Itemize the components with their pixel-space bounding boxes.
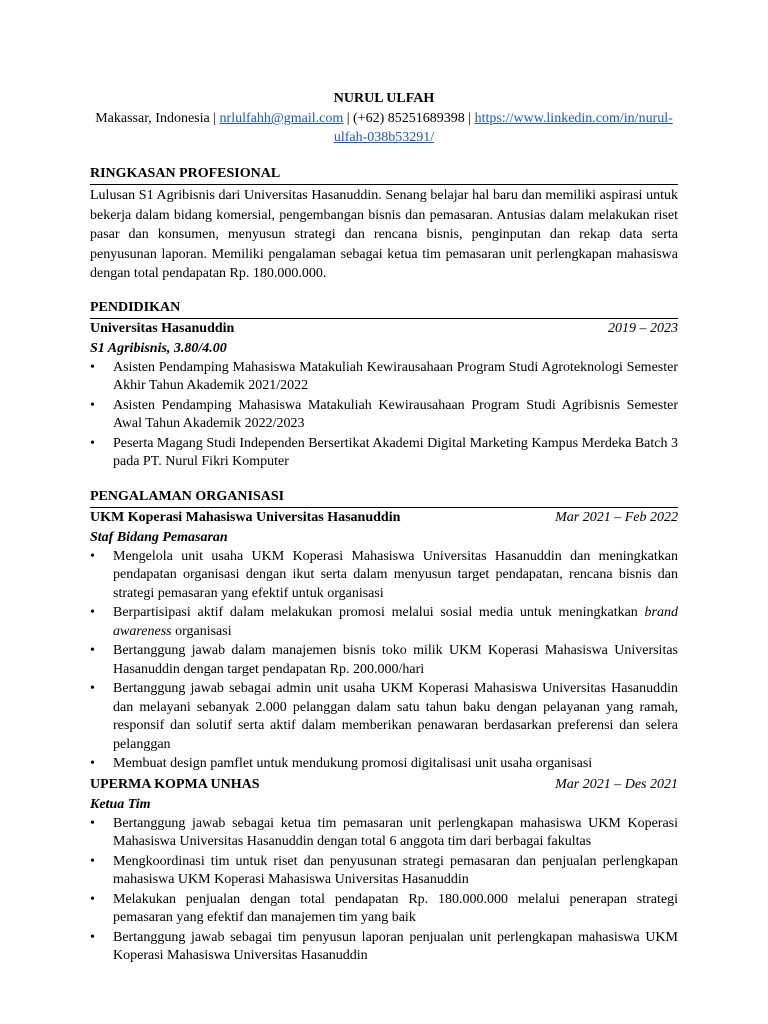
list-item-tail: organisasi [175,623,232,639]
list-item: • Melakukan penjualan dengan total pendapatan Rp. 180.000.000 melalui penerapan strategi pemasaran yang efektif dan manajemen tim yang baik [90,891,678,928]
list-item-text: Berpartisipasi aktif dalam melakukan promosi melalui sosial media untuk meningkatkan [113,605,638,620]
list-item: • Bertanggung jawab sebagai admin unit usaha UKM Koperasi Mahasiswa Universitas Hasanuddin dan melayani sebanyak 2.000 pelanggan dalam satu tahun baku dengan pelayanan yang ramah, responsif dan solutif serta aktif dalam memberikan penawaran berdasarkan preferensi dan selera pelanggan [90,680,678,754]
phone: (+62) 85251689398 [353,111,465,126]
org-role: Ketua Tim [90,796,151,812]
linkedin-link-part1[interactable]: https://www.linkedin.com/in/nurul- [474,111,673,126]
school-name: Universitas Hasanuddin [90,320,235,336]
linkedin-link-part2[interactable]: ulfah-038b53291/ [333,130,435,145]
education-dates: 2019 – 2023 [608,320,678,336]
section-title-education: PENDIDIKAN [90,298,678,319]
separator: | [213,111,217,126]
list-item: • Mengelola unit usaha UKM Koperasi Mahasiswa Universitas Hasanuddin dan meningkatkan pendapatan organisasi dengan ikut serta dalam menyusun target pendapatan, rencana bisnis dan strategi pemasaran yang efektif untuk organisasi [90,548,678,604]
org-role: Staf Bidang Pemasaran [90,529,228,545]
org-entry-header [90,775,678,795]
separator: | [346,111,350,126]
list-item: • Membuat design pamflet untuk mendukung promosi digitalisasi unit usaha organisasi [90,755,678,774]
org-dates: Mar 2021 – Feb 2022 [555,509,678,525]
org-entry-header [90,508,678,528]
candidate-name: NURUL ULFAH [333,91,435,106]
contact-line [90,109,678,147]
section-title-organization: PENGALAMAN ORGANISASI [90,487,678,508]
resume-content [90,89,678,967]
email-link[interactable]: nrlulfahh@gmail.com [219,111,344,126]
org-bullets [90,548,678,774]
section-title-summary: RINGKASAN PROFESIONAL [90,164,678,185]
list-item [90,604,678,641]
list-item: • Bertanggung jawab sebagai ketua tim pemasaran unit perlengkapan mahasiswa UKM Koperasi Mahasiswa Universitas Hasanuddin dengan total 6 anggota tim dari berbagai fakultas [90,815,678,852]
brand-awareness-text: brand awareness [113,605,678,639]
list-item: • Asisten Pendamping Mahasiswa Matakuliah Kewirausahaan Program Studi Agroteknologi Semester Akhir Tahun Akademik 2021/2022 [90,359,678,396]
org-name: UPERMA KOPMA UNHAS [90,776,260,792]
list-item: • Bertanggung jawab dalam manajemen bisnis toko milik UKM Koperasi Mahasiswa Universitas Hasanuddin dengan target pendapatan Rp. 200.000/hari [90,642,678,679]
org-dates: Mar 2021 – Des 2021 [555,776,678,792]
location: Makassar, Indonesia [95,111,210,126]
separator: | [468,111,472,126]
education-entry-header [90,319,678,339]
list-item: • Asisten Pendamping Mahasiswa Matakuliah Kewirausahaan Program Studi Agribisnis Semester Awal Tahun Akademik 2022/2023 [90,397,678,434]
org-name: UKM Koperasi Mahasiswa Universitas Hasanuddin [90,509,401,525]
list-item: • Mengkoordinasi tim untuk riset dan penyusunan strategi pemasaran dan penjualan perlengkapan mahasiswa UKM Koperasi Mahasiswa Universitas Hasanuddin [90,853,678,890]
org-bullets [90,815,678,966]
degree: S1 Agribisnis, 3.80/4.00 [90,340,227,356]
education-bullets [90,359,678,472]
summary-text: Lulusan S1 Agribisnis dari Universitas Hasanuddin. Senang belajar hal baru dan memiliki aspirasi untuk bekerja dalam bidang komersial, pengembangan bisnis dan pemasaran. Antusias dalam melakukan riset pasar dan konsumen, menyusun strategi dan rencana bisnis, penginputan dan rekap data serta penyusunan laporan. Memiliki pengalaman sebagai ketua tim pemasaran unit perlengkapan mahasiswa dengan total pendapatan Rp. 180.000.000. [90,188,678,281]
list-item: • Bertanggung jawab sebagai tim penyusun laporan penjualan unit perlengkapan mahasiswa UKM Koperasi Mahasiswa Universitas Hasanuddin [90,929,678,966]
list-item: • Peserta Magang Studi Independen Bersertikat Akademi Digital Marketing Kampus Merdeka Batch 3 pada PT. Nurul Fikri Komputer [90,435,678,472]
